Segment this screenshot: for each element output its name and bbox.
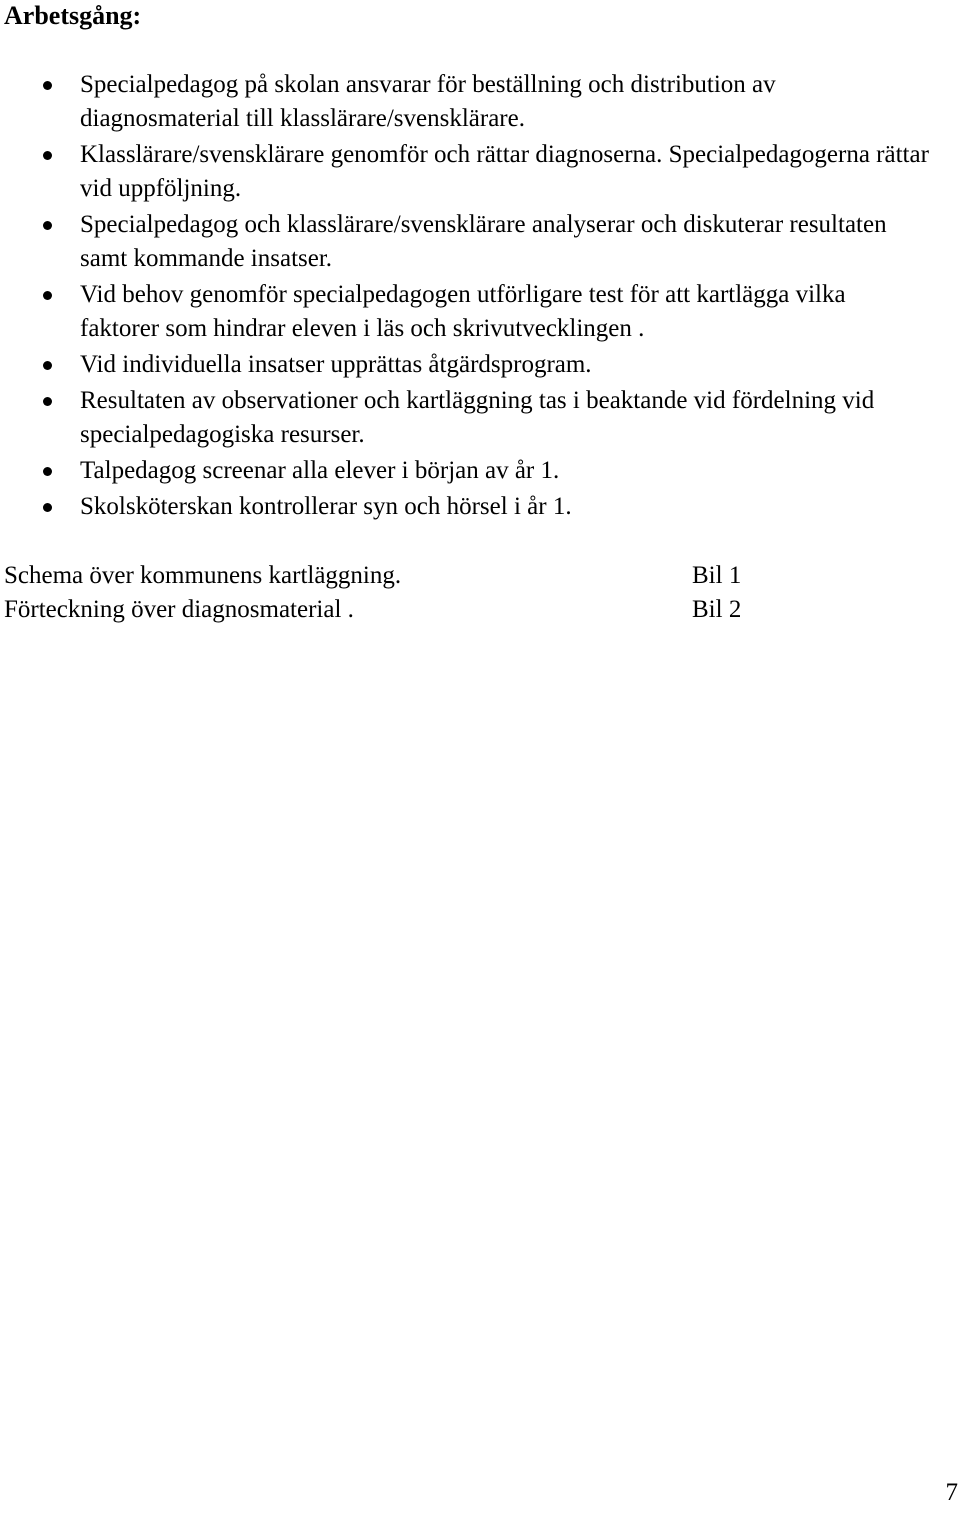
attachment-label: Schema över kommunens kartläggning. xyxy=(4,562,402,589)
section-heading: Arbetsgång: xyxy=(4,1,142,30)
list-item-text: Specialpedagog på skolan ansvarar för beställning och distribution av diagnosmaterial till klasslärare/svensklärare. xyxy=(80,71,776,132)
bullet-icon xyxy=(43,291,52,300)
attachment-ref: Bil 2 xyxy=(692,596,742,623)
bullet-icon xyxy=(43,221,52,230)
list-item-text: Talpedagog screenar alla elever i början av år 1. xyxy=(80,457,560,484)
list-item xyxy=(0,454,930,488)
list-item-text: Skolsköterskan kontrollerar syn och hörsel i år 1. xyxy=(80,493,572,520)
bullet-icon xyxy=(43,151,52,160)
attachment-row xyxy=(4,593,804,627)
attachment-list xyxy=(4,559,804,627)
list-item xyxy=(0,68,930,136)
list-item-text: Specialpedagog och klasslärare/svensklärare analyserar och diskuterar resultaten samt kommande insatser. xyxy=(80,211,887,272)
attachment-label: Förteckning över diagnosmaterial . xyxy=(4,596,354,623)
bullet-icon xyxy=(43,397,52,406)
bullet-icon xyxy=(43,467,52,476)
list-item xyxy=(0,384,930,452)
bullet-icon xyxy=(43,503,52,512)
list-item xyxy=(0,490,930,524)
page-number: 7 xyxy=(945,1479,958,1506)
procedure-list xyxy=(0,68,930,526)
list-item xyxy=(0,348,930,382)
list-item xyxy=(0,278,930,346)
attachment-ref: Bil 1 xyxy=(692,562,742,589)
attachment-row xyxy=(4,559,804,593)
list-item-text: Vid individuella insatser upprättas åtgärdsprogram. xyxy=(80,351,592,378)
list-item-text: Klasslärare/svensklärare genomför och rättar diagnoserna. Specialpedagogerna rättar vid uppföljning. xyxy=(80,141,929,202)
bullet-icon xyxy=(43,81,52,90)
list-item-text: Vid behov genomför specialpedagogen utförligare test för att kartlägga vilka faktorer som hindrar eleven i läs och skrivutvecklingen . xyxy=(80,281,846,342)
list-item xyxy=(0,208,930,276)
bullet-icon xyxy=(43,361,52,370)
list-item xyxy=(0,138,930,206)
list-item-text: Resultaten av observationer och kartläggning tas i beaktande vid fördelning vid specialpedagogiska resurser. xyxy=(80,387,875,448)
